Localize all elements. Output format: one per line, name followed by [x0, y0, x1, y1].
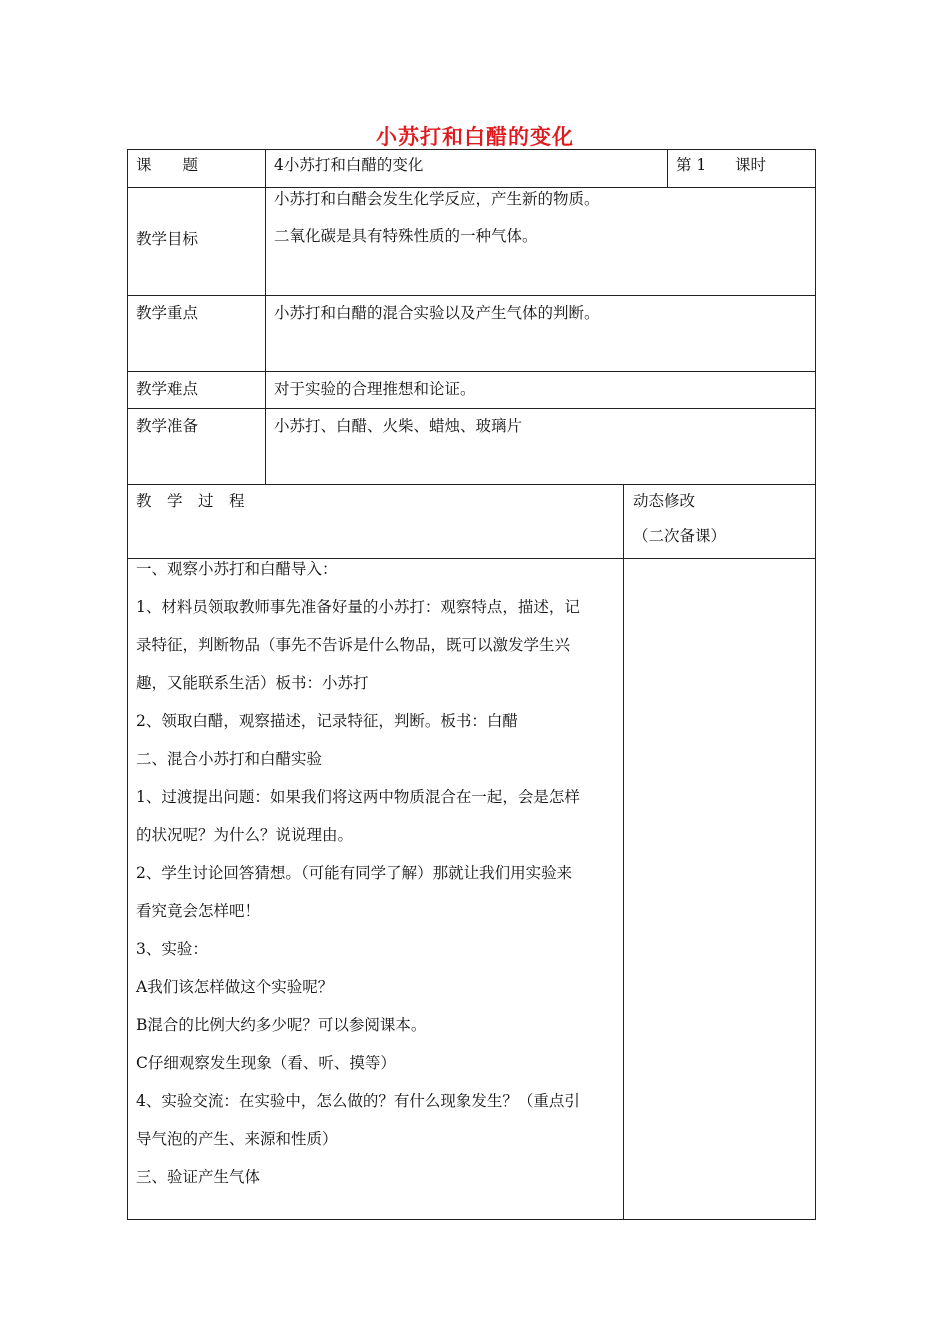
topic-value: 4小苏打和白醋的变化 — [274, 156, 424, 174]
preparation-value: 小苏打、白醋、火柴、蜡烛、玻璃片 — [274, 417, 523, 435]
process-line: C仔细观察发生现象（看、听、摸等） — [136, 1054, 396, 1072]
row-divider — [127, 371, 816, 372]
key-points-label: 教学重点 — [136, 304, 199, 322]
process-line: 1、材料员领取教师事先准备好量的小苏打：观察特点，描述，记 — [136, 598, 580, 616]
process-line: 一、观察小苏打和白醋导入： — [136, 560, 338, 578]
process-line: 导气泡的产生、来源和性质） — [136, 1130, 338, 1148]
process-line: 1、过渡提出问题：如果我们将这两中物质混合在一起，会是怎样 — [136, 788, 580, 806]
document-title: 小苏打和白醋的变化 — [376, 125, 574, 149]
process-line: 的状况呢？为什么？说说理由。 — [136, 826, 354, 844]
key-points-value: 小苏打和白醋的混合实验以及产生气体的判断。 — [274, 304, 600, 322]
goal-line: 小苏打和白醋会发生化学反应，产生新的物质。 — [274, 190, 600, 208]
topic-label: 课 题 — [136, 156, 199, 174]
process-label: 教 学 过 程 — [136, 492, 245, 510]
table-border-right — [815, 149, 816, 1220]
process-line: 录特征，判断物品（事先不告诉是什么物品，既可以激发学生兴 — [136, 636, 571, 654]
period-column-divider — [667, 149, 668, 188]
lesson-plan-table — [127, 149, 816, 1220]
revision-label: 动态修改 — [633, 492, 696, 510]
process-line: 4、实验交流：在实验中，怎么做的？有什么现象发生？（重点引 — [136, 1092, 580, 1110]
process-line: 趣，又能联系生活）板书：小苏打 — [136, 674, 369, 692]
process-line: B混合的比例大约多少呢？可以参阅课本。 — [136, 1016, 427, 1034]
table-border-bottom — [127, 1219, 816, 1220]
goals-label: 教学目标 — [136, 230, 199, 248]
process-body — [136, 559, 616, 1205]
goals-value — [274, 181, 600, 255]
process-line: 2、学生讨论回答猜想。（可能有同学了解）那就让我们用实验来 — [136, 864, 573, 882]
row-divider — [127, 408, 816, 409]
preparation-label: 教学准备 — [136, 417, 199, 435]
period-suffix: 课时 — [735, 156, 767, 174]
period-prefix: 第 1 — [676, 156, 707, 174]
revision-column-divider — [623, 484, 624, 1220]
process-line: 看究竟会怎样吧！ — [136, 902, 261, 920]
row-divider — [127, 484, 816, 485]
difficulties-label: 教学难点 — [136, 380, 199, 398]
revision-note: （二次备课） — [633, 527, 727, 545]
difficulties-value: 对于实验的合理推想和论证。 — [274, 380, 476, 398]
process-line: 2、领取白醋，观察描述，记录特征，判断。板书：白醋 — [136, 712, 518, 730]
goal-line: 二氧化碳是具有特殊性质的一种气体。 — [274, 227, 538, 245]
process-line: 3、实验： — [136, 940, 208, 958]
process-line: 三、验证产生气体 — [136, 1168, 261, 1186]
row-divider — [127, 295, 816, 296]
table-border-top — [127, 149, 816, 150]
label-column-divider — [265, 149, 266, 485]
table-border-left — [127, 149, 128, 1220]
process-line: 二、混合小苏打和白醋实验 — [136, 750, 323, 768]
process-line: A我们该怎样做这个实验呢？ — [136, 978, 334, 996]
